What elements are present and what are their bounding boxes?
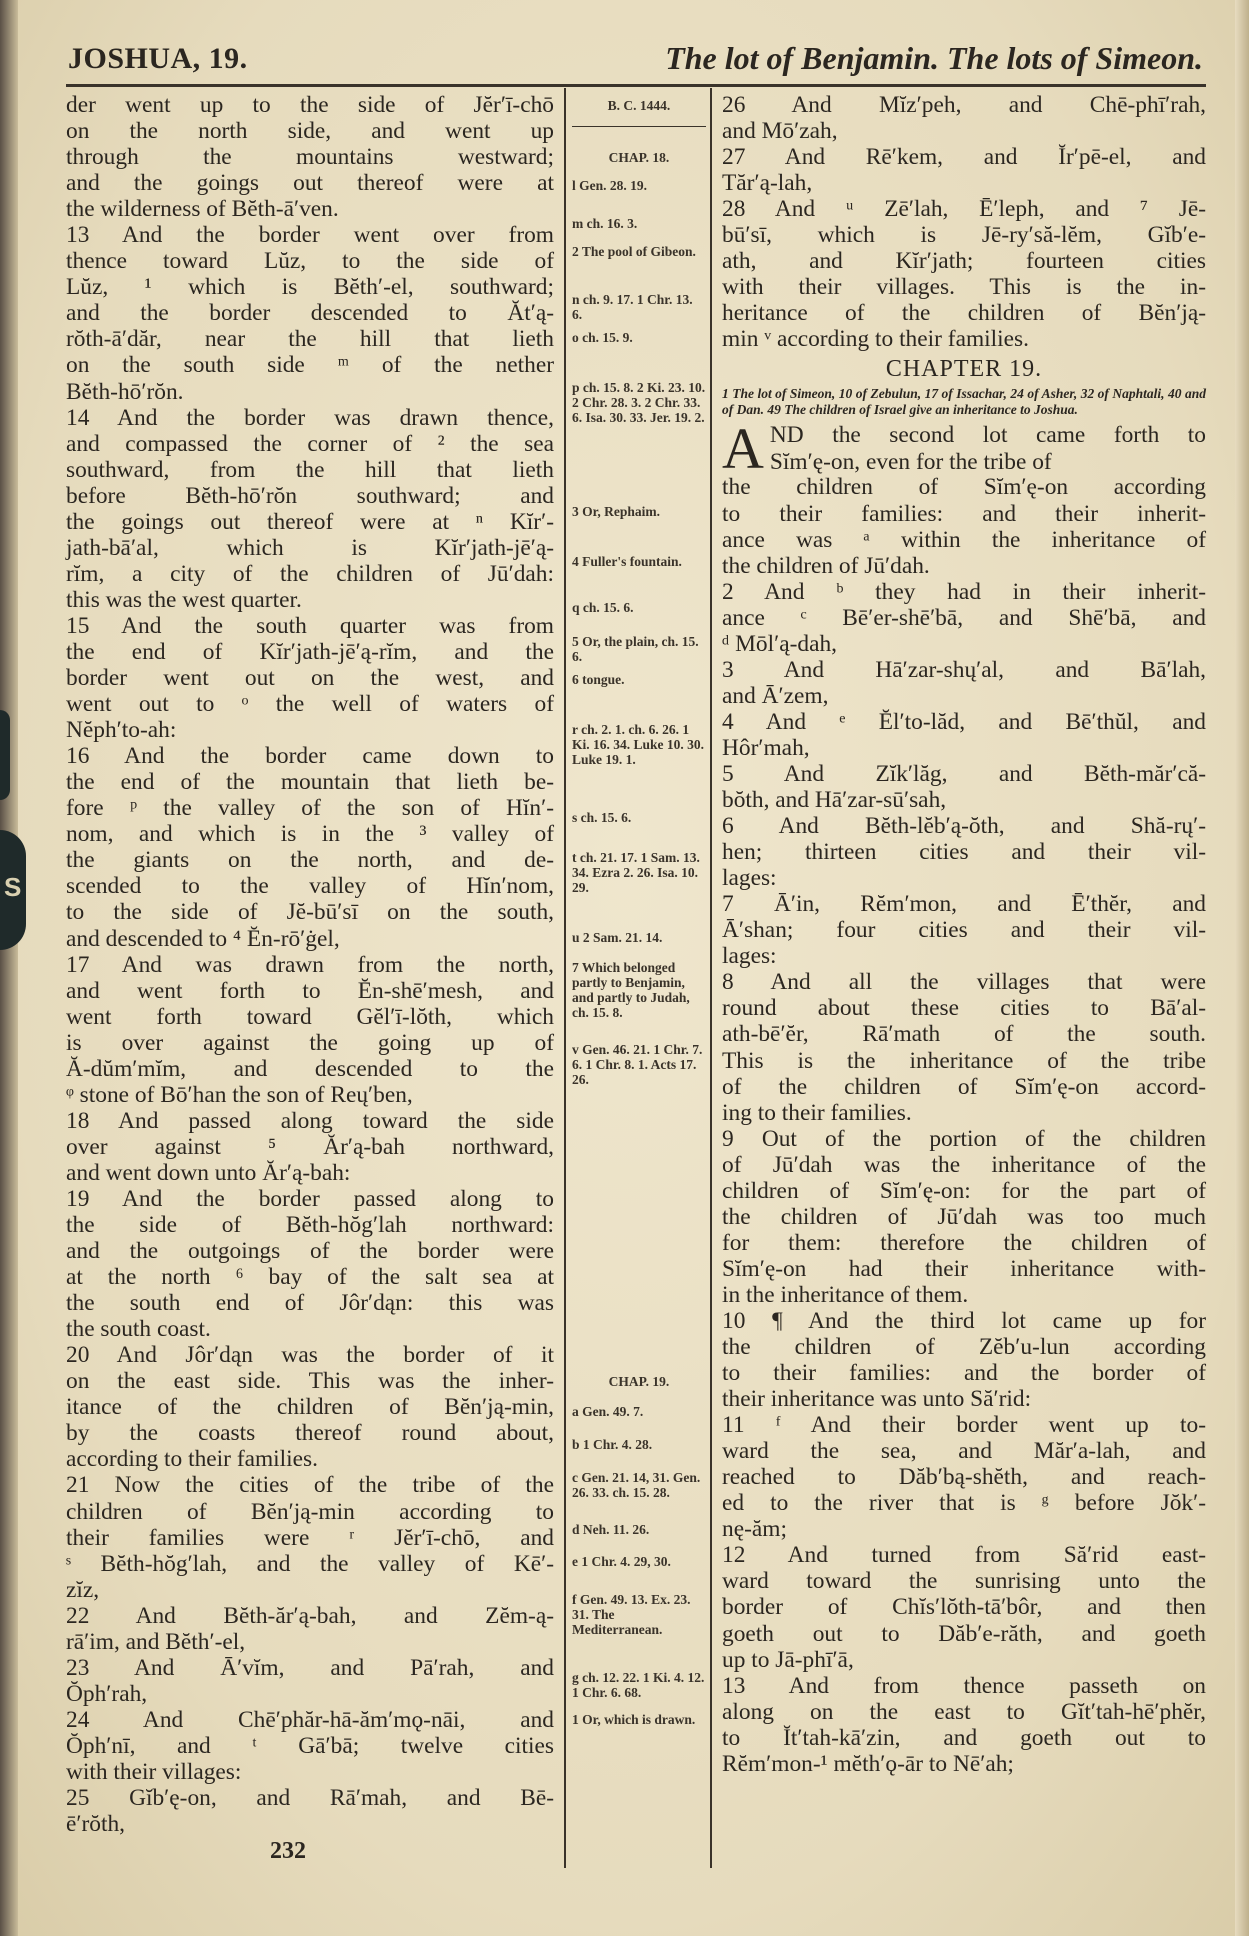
- verse-line: is over against the going up of: [66, 1029, 554, 1056]
- drop-cap: A: [722, 416, 764, 482]
- cross-reference: l Gen. 28. 19.: [572, 178, 648, 193]
- cross-reference: 6 tongue.: [572, 672, 625, 687]
- verse-line: ing to their families.: [722, 1099, 912, 1126]
- verse-line: scended to the valley of Hĭn′nom,: [66, 873, 554, 900]
- verse-line: 7 Ā′in, Rĕm′mon, and Ē′thĕr, and: [722, 891, 1206, 918]
- verse-line: goeth out to Dăb′e-răth, and goeth: [722, 1620, 1206, 1647]
- margin-chapter-label: CHAP. 19.: [608, 1374, 670, 1389]
- cross-reference: q ch. 15. 6.: [572, 600, 634, 615]
- verse-line: Ă-dŭm′mĭm, and descended to the: [66, 1055, 554, 1082]
- verse-line: 3 And Hā′zar-shų′al, and Bā′lah,: [722, 656, 1206, 683]
- verse-line: the end of Kĭr′jath-jē′ą-rĭm, and the: [66, 638, 554, 665]
- verse-line: 24 And Chē′phăr-hā-ăm′mǫ-nāi, and: [66, 1706, 554, 1733]
- cross-reference: d Neh. 11. 26.: [572, 1522, 650, 1537]
- cross-reference: c Gen. 21. 14, 31. Gen. 26. 33. ch. 15. 28.: [572, 1470, 701, 1500]
- verse-line: bū′sī, which is Jē-ry′să-lĕm, Gĭb′e-: [722, 222, 1206, 249]
- verse-line: the end of the mountain that lieth be-: [66, 769, 554, 796]
- verse-line: ND the second lot came forth to: [769, 422, 1206, 449]
- left-text-column: [66, 92, 554, 1837]
- running-header: [68, 38, 1203, 90]
- verse-line: jath-bā′al, which is Kĭr′jath-jē′ą-: [66, 534, 554, 561]
- verse-line: hen; thirteen cities and their vil-: [722, 839, 1206, 866]
- verse-line: to Ĭt′tah-kā′zin, and goeth out to: [722, 1724, 1206, 1751]
- cross-reference: o ch. 15. 9.: [572, 330, 633, 345]
- verse-line: children of Sĭm′ę-on: for the part of: [722, 1177, 1206, 1204]
- cross-reference: 2 The pool of Gibeon.: [572, 244, 696, 259]
- verse-line: ē′rŏth,: [66, 1811, 126, 1838]
- verse-line: 20 And Jôr′dąn was the border of it: [66, 1342, 554, 1369]
- page-gutter-shadow: [0, 0, 18, 1936]
- verse-line: by the coasts thereof round about,: [66, 1420, 554, 1447]
- verse-line: along on the east to Gĭt′tah-hē′phĕr,: [722, 1698, 1206, 1725]
- verse-line: and went forth to Ĕn-shē′mesh, and: [66, 977, 554, 1004]
- header-rule: [66, 84, 1206, 87]
- cross-reference: m ch. 16. 3.: [572, 216, 638, 231]
- verse-line: 13 And from thence passeth on: [722, 1672, 1206, 1699]
- verse-line: and went down unto Ăr′ą-bah:: [66, 1159, 351, 1186]
- verse-line: 27 And Rē′kem, and Ĭr′pē-el, and: [722, 144, 1206, 171]
- verse-line: and descended to ⁴ Ĕn-rō′ġel,: [66, 925, 340, 952]
- cross-reference: 7 Which belonged partly to Benjamin, and partly to Judah, ch. 15. 8.: [572, 960, 690, 1020]
- margin-rule: [572, 126, 706, 127]
- verse-line: heritance of the children of Bĕn′ją-: [722, 300, 1206, 327]
- verse-line: Nĕph′to-ah:: [66, 717, 177, 744]
- verse-line: 14 And the border was drawn thence,: [66, 404, 554, 431]
- verse-line: Bĕth-hō′rŏn.: [66, 378, 184, 405]
- verse-line: nę-ăm;: [722, 1516, 787, 1543]
- cross-reference: g ch. 12. 22. 1 Ki. 4. 12. 1 Chr. 6. 68.: [572, 1670, 705, 1700]
- verse-line: and the goings out thereof were at: [66, 170, 554, 197]
- verse-line: and the border descended to Ăt′ą-: [66, 300, 554, 327]
- cross-reference: 4 Fuller's fountain.: [572, 554, 682, 569]
- cross-reference: s ch. 15. 6.: [572, 810, 632, 825]
- verse-line: rŏth-ā′dăr, near the hill that lieth: [66, 326, 554, 353]
- verse-line: 6 And Bĕth-lĕb′ą-ŏth, and Shă-rų′-: [722, 813, 1206, 840]
- verse-line: the children of Jū′dah.: [722, 552, 930, 579]
- page-edge: [1235, 0, 1249, 1936]
- verse-line: the wilderness of Bĕth-ā′ven.: [66, 196, 339, 223]
- verse-line: reached to Dăb′bą-shĕth, and reach-: [722, 1464, 1206, 1491]
- verse-line: 9 Out of the portion of the children: [722, 1125, 1206, 1152]
- column-rule-left: [564, 88, 566, 1868]
- verse-line: 28 And ᵘ Zē′lah, Ē′leph, and ⁷ Jē-: [722, 196, 1206, 223]
- verse-line: ᵈ Mōl′ą-dah,: [722, 630, 838, 657]
- verse-line: 8 And all the villages that were: [722, 969, 1206, 996]
- verse-line: the south end of Jôr′dąn: this was: [66, 1290, 554, 1317]
- verse-line: the children of Sĭm′ę-on according: [722, 474, 1206, 501]
- verse-line: for them: therefore the children of: [722, 1229, 1206, 1256]
- verse-line: the children of Jū′dah was too much: [722, 1203, 1206, 1230]
- verse-line: ward toward the sunrising unto the: [722, 1568, 1206, 1595]
- verse-line: and the outgoings of the border were: [66, 1238, 554, 1265]
- verse-line: in the inheritance of them.: [722, 1281, 969, 1308]
- verse-line: der went up to the side of Jĕr′ī-chō: [66, 92, 554, 118]
- verse-line: 12 And turned from Să′rid east-: [722, 1542, 1206, 1569]
- cross-reference: 3 Or, Rephaim.: [572, 504, 661, 519]
- cross-reference: e 1 Chr. 4. 29, 30.: [572, 1554, 671, 1569]
- verse-line: 25 Gĭb′ę-on, and Rā′mah, and Bē-: [66, 1785, 554, 1812]
- verse-line: this was the west quarter.: [66, 586, 302, 613]
- chapter-title: CHAPTER 19.: [885, 356, 1043, 383]
- verse-line: up to Jā-phī′ā,: [722, 1646, 854, 1673]
- verse-line: 13 And the border went over from: [66, 222, 554, 249]
- chapter-19-body: [722, 474, 1206, 1776]
- verse-line: of the children of Sĭm′ę-on accord-: [722, 1073, 1206, 1100]
- verse-line: of Jū′dah was the inheritance of the: [722, 1151, 1206, 1178]
- verse-line: Hôr′mah,: [722, 734, 810, 761]
- verse-line: ˢ Bĕth-hŏg′lah, and the valley of Kē′-: [66, 1550, 554, 1577]
- verse-line: Sĭm′ę-on, even for the tribe of: [769, 448, 1052, 475]
- verse-line: children of Bĕn′ją-min according to: [66, 1498, 554, 1525]
- verse-line: bŏth, and Hā′zar-sū′sah,: [722, 787, 947, 814]
- verse-line: zĭz,: [66, 1576, 100, 1603]
- verse-line: 5 And Zĭk′lăg, and Bĕth-măr′că-: [722, 760, 1206, 787]
- verse-line: 22 And Bĕth-ăr′ą-bah, and Zĕm-ą-: [66, 1602, 554, 1629]
- verse-line: border went out on the west, and: [66, 665, 554, 692]
- verse-line: Sĭm′ę-on had their inheritance with-: [722, 1255, 1206, 1282]
- verse-line: 19 And the border passed along to: [66, 1185, 554, 1212]
- chapter-19-opening: [722, 416, 1206, 482]
- thumb-index-tab-upper: [0, 710, 10, 800]
- verse-line: Lŭz, ¹ which is Bĕth′-el, southward;: [66, 274, 554, 301]
- verse-line: 18 And passed along toward the side: [66, 1107, 554, 1134]
- margin-date: B. C. 1444.: [607, 98, 671, 113]
- verse-line: 26 And Mĭz′peh, and Chē-phī′rah,: [722, 92, 1206, 118]
- verse-line: ward the sea, and Măr′a-lah, and: [722, 1438, 1206, 1465]
- verse-line: thence toward Lŭz, to the side of: [66, 248, 554, 275]
- verse-line: nom, and which is in the ³ valley of: [66, 821, 554, 848]
- verse-line: min ᵛ according to their families.: [722, 326, 1029, 353]
- cross-reference: r ch. 2. 1. ch. 6. 26. 1 Ki. 16. 34. Luke 10. 30. Luke 19. 1.: [572, 722, 705, 767]
- cross-reference: 1 Or, which is drawn.: [572, 1712, 696, 1727]
- verse-line: and Ā′zem,: [722, 682, 829, 709]
- verse-line: over against ⁵ Ăr′ą-bah northward,: [66, 1133, 554, 1160]
- cross-reference: n ch. 9. 17. 1 Chr. 13. 6.: [572, 292, 693, 322]
- cross-reference: t ch. 21. 17. 1 Sam. 13. 34. Ezra 2. 26. Isa. 10. 29.: [572, 850, 700, 895]
- verse-line: Rĕm′mon-¹ mĕth′ǫ-ār to Nē′ah;: [722, 1750, 1014, 1777]
- thumb-index-letter: S: [4, 872, 22, 902]
- verse-line: 15 And the south quarter was from: [66, 612, 554, 639]
- verse-line: southward, from the hill that lieth: [66, 456, 554, 483]
- verse-line: 17 And was drawn from the north,: [66, 951, 554, 978]
- verse-line: ed to the river that is ᵍ before Jŏk′-: [722, 1490, 1206, 1517]
- verse-line: to the side of Jĕ-bū′sī on the south,: [66, 899, 554, 926]
- verse-line: to their families: and their inherit-: [722, 500, 1206, 527]
- verse-line: 21 Now the cities of the tribe of the: [66, 1472, 554, 1499]
- verse-line: Ŏph′nī, and ᵗ Gā′bā; twelve cities: [66, 1732, 554, 1759]
- verse-line: round about these cities to Bā′al-: [722, 995, 1206, 1022]
- verse-line: rĭm, a city of the children of Jū′dah:: [66, 560, 554, 587]
- verse-line: with their villages. This is the in-: [722, 274, 1206, 301]
- verse-line: Ā′shan; four cities and their vil-: [722, 917, 1206, 944]
- verse-line: the giants on the north, and de-: [66, 847, 554, 874]
- verse-line: before Bĕth-hō′rŏn southward; and: [66, 482, 554, 509]
- verse-line: This is the inheritance of the tribe: [722, 1047, 1206, 1074]
- verse-line: the side of Bĕth-hŏg′lah northward:: [66, 1212, 554, 1239]
- verse-line: itance of the children of Bĕn′ją-min,: [66, 1394, 554, 1421]
- thumb-index-tab: [0, 830, 26, 950]
- verse-line: 11 ᶠ And their border went up to-: [722, 1412, 1206, 1439]
- cross-reference: p ch. 15. 8. 2 Ki. 23. 10. 2 Chr. 28. 3. 2 Chr. 33. 6. Isa. 30. 33. Jer. 19. 2.: [572, 380, 706, 425]
- verse-line: ᵠ stone of Bō′han the son of Reų′ben,: [66, 1081, 413, 1108]
- verse-line: fore ᵖ the valley of the son of Hĭn′-: [66, 795, 554, 822]
- verse-line: on the east side. This was the inher-: [66, 1368, 554, 1395]
- verse-line: 16 And the border came down to: [66, 743, 554, 770]
- verse-line: with their villages:: [66, 1759, 242, 1785]
- verse-line: on the north side, and went up: [66, 118, 554, 145]
- verse-line: and Mō′zah,: [722, 118, 838, 145]
- cross-reference: b 1 Chr. 4. 28.: [572, 1437, 653, 1452]
- verse-line: and compassed the corner of ² the sea: [66, 430, 554, 457]
- verse-line: their inheritance was unto Să′rid:: [722, 1386, 1032, 1413]
- cross-reference: 5 Or, the plain, ch. 15. 6.: [572, 634, 699, 664]
- chapter-18-conclusion: [722, 92, 1206, 352]
- verse-line: 23 And Ā′vĭm, and Pā′rah, and: [66, 1654, 554, 1681]
- verse-line: their families were ʳ Jĕr′ī-chō, and: [66, 1524, 554, 1551]
- verse-line: ath, and Kĭr′jath; fourteen cities: [722, 248, 1206, 275]
- verse-line: ath-bē′ĕr, Rā′math of the south.: [722, 1021, 1206, 1048]
- verse-line: 4 And ᵉ Ĕl′to-lăd, and Bē′thŭl, and: [722, 708, 1206, 735]
- verse-line: 2 And ᵇ they had in their inherit-: [722, 578, 1206, 605]
- margin-chapter-label: CHAP. 18.: [608, 150, 670, 165]
- verse-line: at the north ⁶ bay of the salt sea at: [66, 1264, 554, 1291]
- header-topic: The lot of Benjamin. The lots of Simeon.: [665, 40, 1203, 76]
- verse-line: according to their families.: [66, 1446, 319, 1473]
- verse-line: lages:: [722, 943, 777, 970]
- verse-line: Tăr′ą-lah,: [722, 170, 813, 197]
- header-book-chapter: JOSHUA, 19.: [68, 42, 248, 75]
- chapter-summary: 1 The lot of Simeon, 10 of Zebulun, 17 of Issachar, 24 of Asher, 32 of Naphtali, 40 and of Dan. 49 The children of Israel give an inheritance to Joshua.: [722, 386, 1206, 418]
- verse-line: to their families: and the border of: [722, 1360, 1206, 1387]
- page-number: 232: [270, 1838, 306, 1864]
- verse-line: went out to ᵒ the well of waters of: [66, 691, 554, 718]
- right-text-column: [722, 92, 1206, 1777]
- verse-line: through the mountains westward;: [66, 144, 554, 171]
- cross-reference: v Gen. 46. 21. 1 Chr. 7. 6. 1 Chr. 8. 1. Acts 17. 26.: [572, 1042, 703, 1087]
- verse-line: the children of Zĕb′u-lun according: [722, 1334, 1206, 1361]
- verse-line: the goings out thereof were at ⁿ Kĭr′-: [66, 508, 554, 535]
- verse-line: ance was ᵃ within the inheritance of: [722, 526, 1206, 553]
- cross-reference: f Gen. 49. 13. Ex. 23. 31. The Mediterranean.: [572, 1592, 691, 1637]
- column-rule-right: [710, 88, 712, 1868]
- verse-line: went forth toward Gĕl′ī-lŏth, which: [66, 1003, 554, 1030]
- verse-line: the south coast.: [66, 1316, 211, 1343]
- verse-line: border of Chĭs′lŏth-tā′bôr, and then: [722, 1594, 1206, 1621]
- verse-line: rā′im, and Bĕth′-el,: [66, 1628, 246, 1655]
- verse-line: ance ᶜ Bē′er-shē′bā, and Shē′bā, and: [722, 604, 1206, 631]
- verse-line: lages:: [722, 865, 777, 892]
- verse-line: Ŏph′rah,: [66, 1680, 148, 1707]
- cross-reference: u 2 Sam. 21. 14.: [572, 930, 663, 945]
- verse-line: 10 ¶ And the third lot came up for: [722, 1307, 1206, 1334]
- verse-line: on the south side ᵐ of the nether: [66, 352, 554, 379]
- cross-reference: a Gen. 49. 7.: [572, 1404, 644, 1419]
